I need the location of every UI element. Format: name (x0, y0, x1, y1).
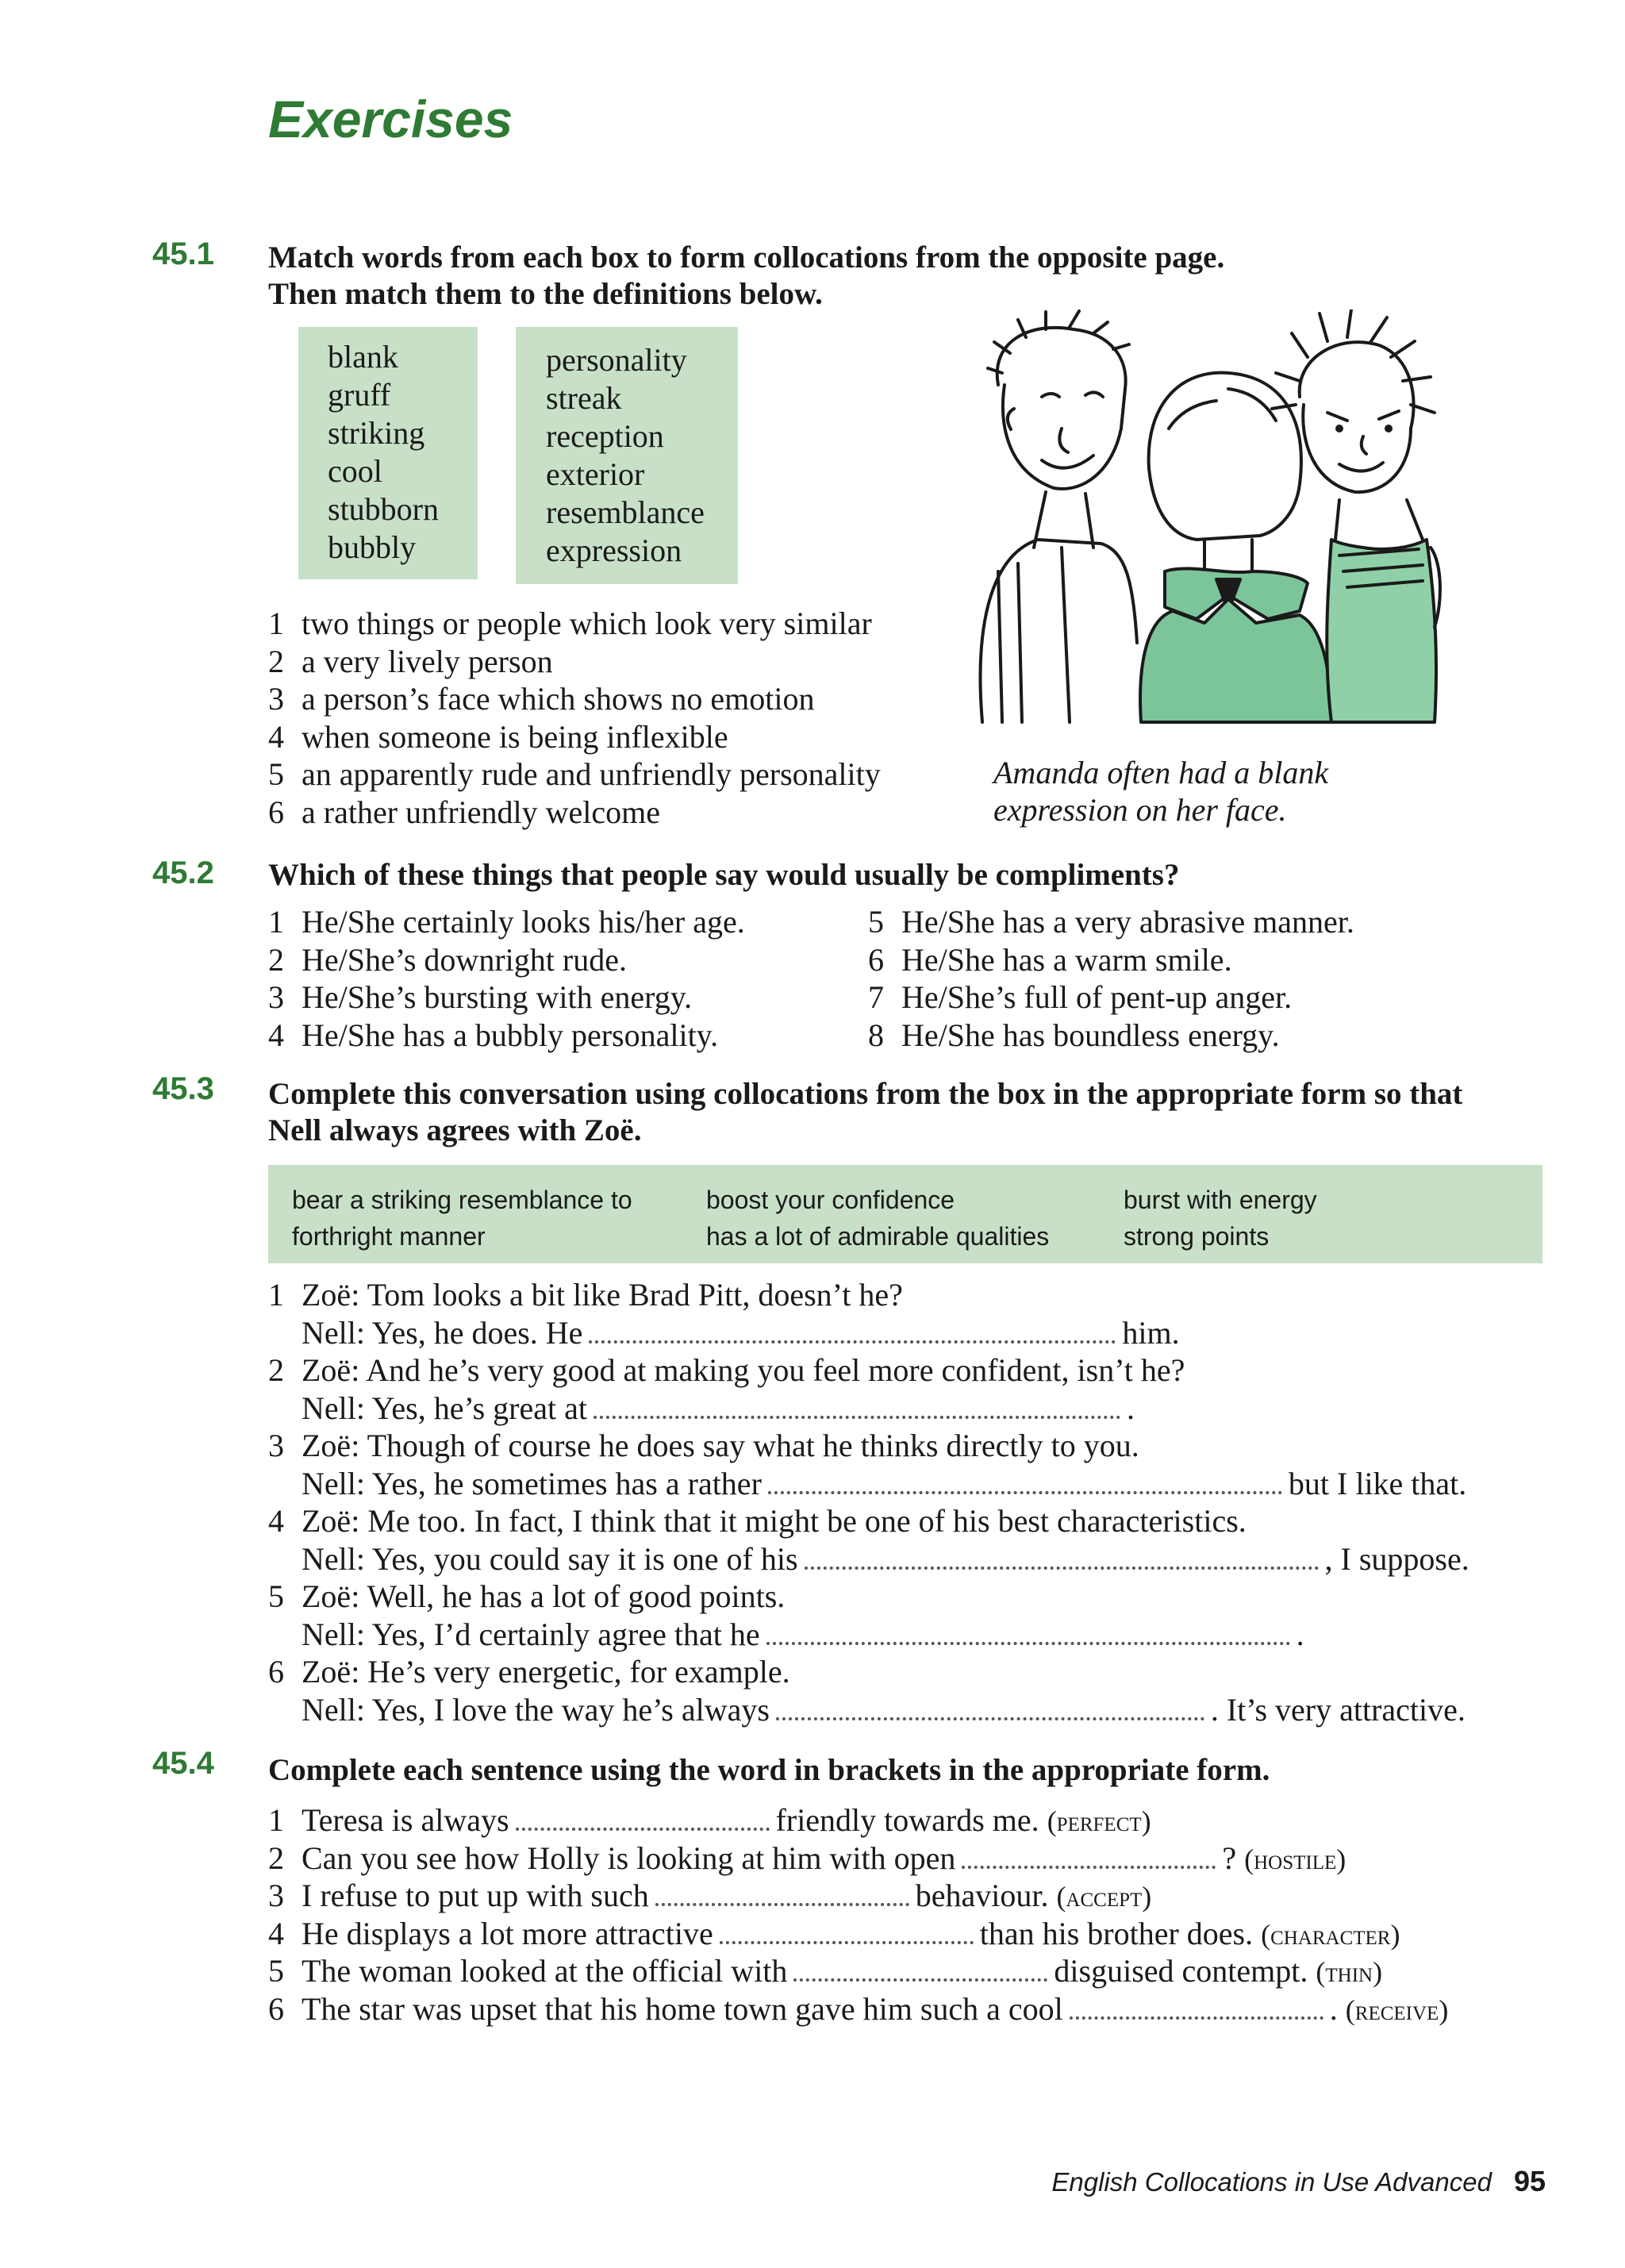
list-item: 1 Teresa is always friendly towards me. (perfect) (268, 1802, 1151, 1838)
list-item: 5 The woman looked at the official with disguised contempt. (thin) (268, 1953, 1383, 1989)
list-item: 3 a person’s face which shows no emotion (268, 681, 815, 717)
answer-blank[interactable] (805, 1546, 1319, 1570)
answer-blank[interactable] (793, 1958, 1047, 1982)
collocation: forthright manner (292, 1222, 486, 1251)
list-item: 2 a very lively person (268, 643, 553, 679)
word-box-b (516, 327, 738, 584)
exercise-number-4: 45.4 (152, 1746, 214, 1781)
exercise-3-instruction: Complete this conversation using collocations from the box in the appropriate form so that Nell always agrees with Zoë. (268, 1077, 1463, 1147)
exercise-4-instruction: Complete each sentence using the word in brackets in the appropriate form. (268, 1753, 1270, 1787)
compliment-list-left (268, 903, 745, 1054)
list-item: 1 Zoë: Tom looks a bit like Brad Pitt, doesn’t he? (268, 1277, 903, 1313)
word: exterior (546, 456, 645, 492)
exercise-number-2: 45.2 (152, 855, 214, 890)
list-item: 6 Zoë: He’s very energetic, for example. (268, 1654, 790, 1689)
definition-list (268, 605, 881, 831)
list-item: 2 Can you see how Holly is looking at him with open ? (hostile) (268, 1839, 1346, 1876)
list-item: 5 an apparently rude and unfriendly personality (268, 756, 881, 792)
list-item: Nell: Yes, I’d certainly agree that he . (302, 1616, 1304, 1652)
exercise-number-1: 45.1 (152, 236, 214, 271)
word-box-a (298, 327, 478, 579)
list-item: Nell: Yes, he’s great at . (302, 1390, 1135, 1426)
word: expression (546, 532, 682, 568)
exercise-2-instruction: Which of these things that people say would usually be compliments? (268, 858, 1180, 892)
collocation: has a lot of admirable qualities (706, 1222, 1050, 1251)
conversation (268, 1276, 1554, 1728)
list-item: 4 He/She has a bubbly personality. (268, 1017, 719, 1053)
cartoon-illustration (966, 309, 1443, 746)
answer-blank[interactable] (1070, 1996, 1323, 2020)
list-item: 3 I refuse to put up with such behaviour. (accept) (268, 1878, 1152, 1913)
girl-top (1140, 599, 1331, 722)
boy-face (1003, 385, 1125, 489)
boy-body (981, 492, 1137, 722)
answer-blank[interactable] (655, 1882, 909, 1906)
exercise-1-instruction: Match words from each box to form collocations from the opposite page. Then match them to the definitions below. (268, 240, 1225, 311)
girl-hair (1149, 373, 1301, 540)
list-item: Nell: Yes, I love the way he’s always . It’s very attractive. (302, 1691, 1466, 1728)
answer-blank[interactable] (516, 1807, 770, 1831)
list-item: 1 He/She certainly looks his/her age. (268, 904, 745, 940)
word: cool (328, 453, 382, 489)
list-item: 4 when someone is being inflexible (268, 718, 728, 755)
sentence-list (268, 1801, 1554, 2028)
girl-neck (1204, 540, 1252, 571)
list-item: Nell: Yes, you could say it is one of his , I suppose. (302, 1540, 1469, 1577)
list-item: 3 Zoë: Though of course he does say what he thinks directly to you. (268, 1428, 1139, 1463)
list-item: 3 He/She’s bursting with energy. (268, 979, 693, 1015)
list-item: 6 He/She has a warm smile. (868, 941, 1232, 978)
list-item: 4 Zoë: Me too. In fact, I think that it might be one of his best characteristics. (268, 1503, 1247, 1539)
word: striking (328, 415, 425, 451)
answer-blank[interactable] (766, 1621, 1290, 1645)
collocation: strong points (1124, 1222, 1270, 1251)
word: stubborn (328, 491, 439, 527)
list-item: Nell: Yes, he sometimes has a rather but I like that. (302, 1465, 1467, 1501)
list-item: 7 He/She’s full of pent-up anger. (868, 979, 1293, 1015)
word: gruff (328, 377, 391, 413)
compliment-list-right (868, 903, 1354, 1054)
boy-hair (997, 328, 1126, 389)
word: resemblance (546, 494, 705, 530)
list-item: 4 He displays a lot more attractive than his brother does. (character) (268, 1915, 1400, 1951)
list-item: 5 Zoë: Well, he has a lot of good points. (268, 1578, 786, 1614)
answer-blank[interactable] (589, 1320, 1116, 1344)
list-item: 2 Zoë: And he’s very good at making you feel more confident, isn’t he? (268, 1352, 1185, 1388)
word: reception (546, 418, 664, 454)
answer-blank[interactable] (720, 1920, 974, 1944)
book-title: English Collocations in Use Advanced (1051, 2167, 1492, 2197)
answer-blank[interactable] (962, 1845, 1216, 1869)
list-item: Nell: Yes, he does. He him. (302, 1314, 1180, 1351)
list-item: 5 He/She has a very abrasive manner. (868, 904, 1354, 940)
list-item: 6 The star was upset that his home town gave him such a cool . (receive) (268, 1990, 1449, 2027)
list-item: 8 He/She has boundless energy. (868, 1017, 1280, 1053)
answer-blank[interactable] (776, 1697, 1204, 1720)
word: personality (546, 342, 687, 378)
exercise-number-3: 45.3 (152, 1071, 214, 1106)
page-footer (1051, 2165, 1546, 2198)
answer-blank[interactable] (768, 1470, 1282, 1494)
word: blank (328, 339, 398, 375)
collocation: bear a striking resemblance to (292, 1186, 632, 1214)
collocation: burst with energy (1124, 1186, 1317, 1214)
page-number: 95 (1513, 2165, 1546, 2197)
answer-blank[interactable] (594, 1395, 1120, 1419)
illustration-caption: Amanda often had a blank expression on her face. (993, 755, 1329, 828)
word: bubbly (328, 529, 417, 565)
girl2-face (1303, 405, 1411, 492)
page-title: Exercises (268, 90, 513, 148)
list-item: 6 a rather unfriendly welcome (268, 794, 661, 830)
collocation-box (268, 1165, 1542, 1263)
word: streak (546, 380, 622, 416)
collocation: boost your confidence (706, 1186, 955, 1214)
list-item: 1 two things or people which look very similar (268, 605, 872, 641)
list-item: 2 He/She’s downright rude. (268, 941, 627, 978)
girl2-hair (1272, 309, 1435, 413)
